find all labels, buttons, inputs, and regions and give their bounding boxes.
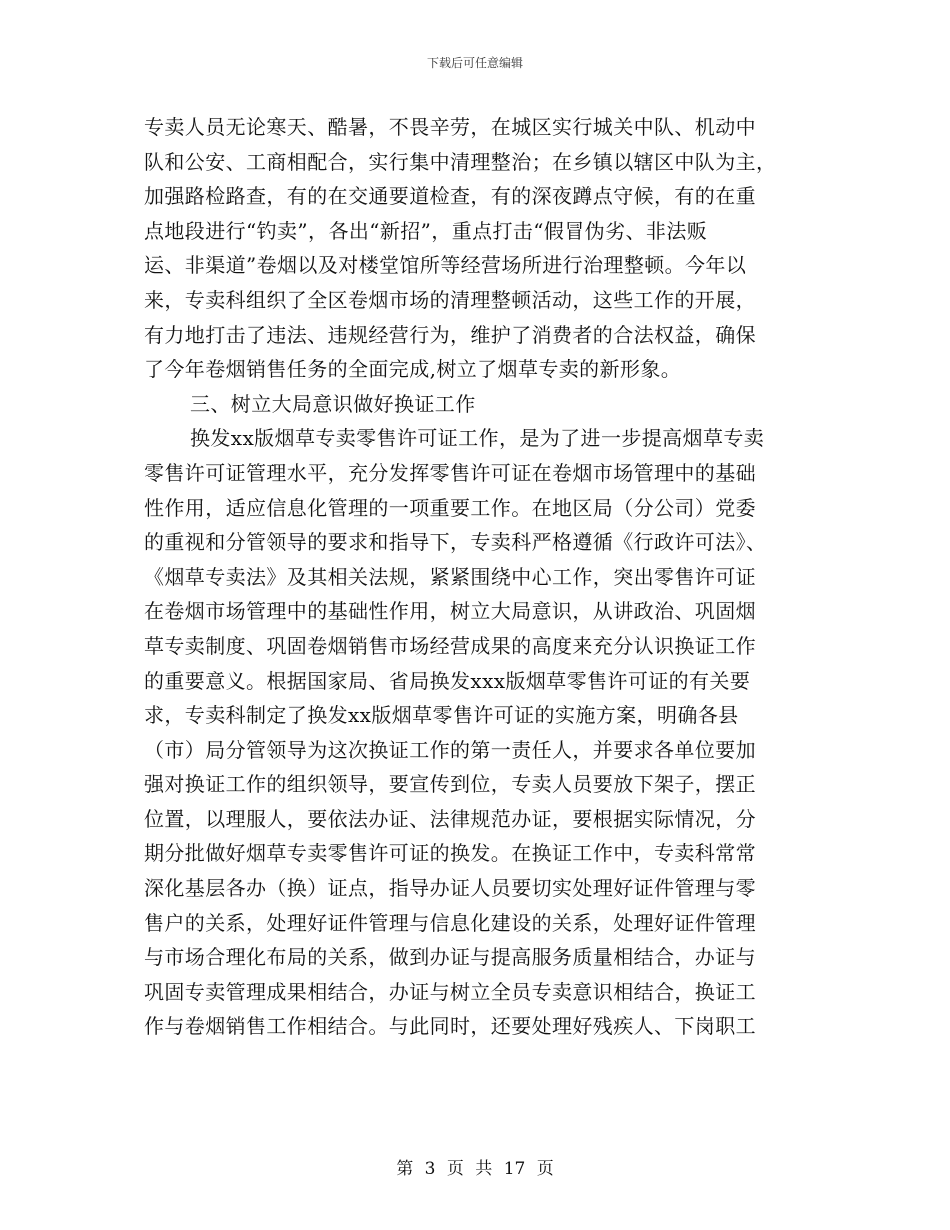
text-line: 《烟草专卖法》及其相关法规，紧紧围绕中心工作，突出零售许可证 xyxy=(144,564,756,589)
text-line: 换发xx版烟草专卖零售许可证工作，是为了进一步提高烟草专卖 xyxy=(190,426,765,451)
text-line: 草专卖制度、巩固卷烟销售市场经营成果的高度来充分认识换证工作 xyxy=(144,633,756,658)
text-line: 强对换证工作的组织领导，要宣传到位，专卖人员要放下架子，摆正 xyxy=(144,772,756,797)
text-line: 售户的关系，处理好证件管理与信息化建设的关系，处理好证件管理 xyxy=(144,910,756,935)
text-line: 巩固专卖管理成果相结合，办证与树立全员专卖意识相结合，换证工 xyxy=(144,979,756,1004)
text-line: 在卷烟市场管理中的基础性作用，树立大局意识，从讲政治、巩固烟 xyxy=(144,599,756,624)
text-line: 与市场合理化布局的关系，做到办证与提高服务质量相结合，办证与 xyxy=(144,945,756,970)
page-header: 下载后可任意编辑 xyxy=(426,56,523,70)
text-line: 加强路检路查，有的在交通要道检查，有的深夜蹲点守候，有的在重 xyxy=(144,184,756,209)
text-line: 的重要意义。根据国家局、省局换发xxx版烟草零售许可证的有关要 xyxy=(144,668,751,693)
text-line: 三、树立大局意识做好换证工作 xyxy=(190,391,476,416)
text-line: 队和公安、工商相配合，实行集中清理整治；在乡镇以辖区中队为主， xyxy=(144,149,777,174)
text-line: 了今年卷烟销售任务的全面完成,树立了烟草专卖的新形象。 xyxy=(144,357,682,382)
text-line: 运、非渠道”卷烟以及对楼堂馆所等经营场所进行治理整顿。今年以 xyxy=(144,253,747,278)
text-line: 有力地打击了违法、违规经营行为，维护了消费者的合法权益，确保 xyxy=(144,322,756,347)
page-footer: 第 3 页 共 17 页 xyxy=(396,1159,554,1179)
text-line: 位置，以理服人，要依法办证、法律规范办证，要根据实际情况，分 xyxy=(144,806,756,831)
text-line: 的重视和分管领导的要求和指导下，专卖科严格遵循《行政许可法》、 xyxy=(144,530,767,555)
text-line: 点地段进行“钓卖”，各出“新招”，重点打击“假冒伪劣、非法贩 xyxy=(144,218,708,243)
text-line: 专卖人员无论寒天、酷暑，不畏辛劳，在城区实行城关中队、机动中 xyxy=(144,115,756,139)
text-line: （市）局分管领导为这次换证工作的第一责任人，并要求各单位要加 xyxy=(144,737,756,762)
document-body xyxy=(144,110,798,1044)
text-line: 性作用，适应信息化管理的一项重要工作。在地区局（分公司）党委 xyxy=(144,495,756,520)
text-line: 作与卷烟销售工作相结合。与此同时，还要处理好残疾人、下岗职工 xyxy=(144,1014,756,1039)
text-line: 零售许可证管理水平，充分发挥零售许可证在卷烟市场管理中的基础 xyxy=(144,460,756,485)
text-line: 期分批做好烟草专卖零售许可证的换发。在换证工作中，专卖科常常 xyxy=(144,841,756,866)
text-line: 来，专卖科组织了全区卷烟市场的清理整顿活动，这些工作的开展， xyxy=(144,287,756,312)
text-line: 深化基层各办（换）证点，指导办证人员要切实处理好证件管理与零 xyxy=(144,876,756,901)
text-line: 求，专卖科制定了换发xx版烟草零售许可证的实施方案，明确各县 xyxy=(144,703,739,728)
